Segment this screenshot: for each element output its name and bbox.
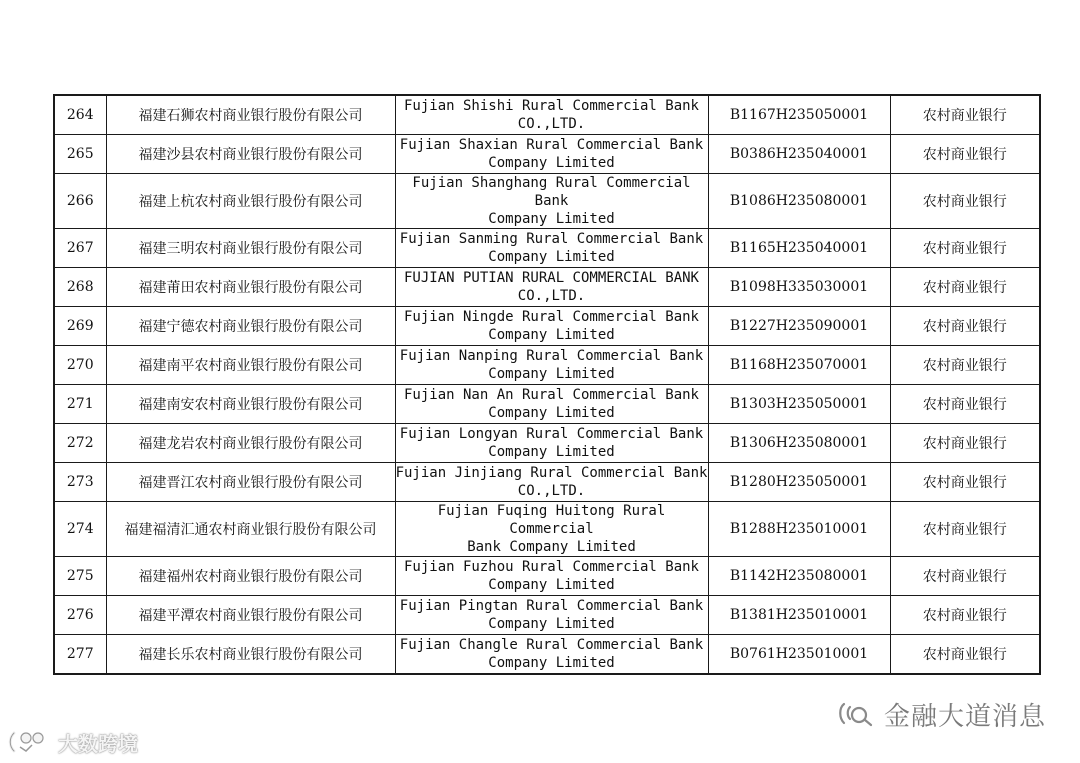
- table-row: [54, 174, 1040, 229]
- row-number: 271: [54, 385, 106, 424]
- table-row: [54, 346, 1040, 385]
- row-number: 277: [54, 635, 106, 675]
- institution-code: B1168H235070001: [708, 346, 890, 385]
- bank-chinese-name: 福建莆田农村商业银行股份有限公司: [106, 268, 395, 307]
- bank-chinese-name: 福建晋江农村商业银行股份有限公司: [106, 463, 395, 502]
- table-row: [54, 307, 1040, 346]
- english-name-line-1: Fujian Pingtan Rural Commercial Bank: [399, 598, 704, 614]
- institution-code: B1306H235080001: [708, 424, 890, 463]
- row-number: 264: [54, 95, 106, 135]
- wechat-official-account-icon: [836, 699, 876, 729]
- bank-english-name: [395, 557, 708, 596]
- bank-english-name: [395, 307, 708, 346]
- institution-type: 农村商业银行: [890, 596, 1040, 635]
- row-number: 270: [54, 346, 106, 385]
- english-name-line-1: Fujian Sanming Rural Commercial Bank: [399, 231, 704, 247]
- row-number: 269: [54, 307, 106, 346]
- institution-type: 农村商业银行: [890, 463, 1040, 502]
- institution-type: 农村商业银行: [890, 502, 1040, 557]
- bank-english-name: [395, 635, 708, 675]
- english-name-line-2: Company Limited: [488, 616, 615, 632]
- bank-chinese-name: 福建龙岩农村商业银行股份有限公司: [106, 424, 395, 463]
- english-name-line-2: Company Limited: [488, 155, 615, 171]
- institution-code: B0761H235010001: [708, 635, 890, 675]
- bank-chinese-name: 福建上杭农村商业银行股份有限公司: [106, 174, 395, 229]
- english-name-line-1: Fujian Ningde Rural Commercial Bank: [403, 309, 699, 325]
- table-row: [54, 502, 1040, 557]
- institution-code: B1167H235050001: [708, 95, 890, 135]
- watermark-brand: [8, 727, 138, 757]
- bank-chinese-name: 福建福州农村商业银行股份有限公司: [106, 557, 395, 596]
- watermark-right-text: 金融大道消息: [884, 701, 1047, 732]
- english-name-line-2: CO.,LTD.: [517, 288, 586, 304]
- bank-english-name: [395, 463, 708, 502]
- row-number: 265: [54, 135, 106, 174]
- institution-type: 农村商业银行: [890, 557, 1040, 596]
- institution-code: B1280H235050001: [708, 463, 890, 502]
- english-name-line-2: CO.,LTD.: [517, 116, 586, 132]
- english-name-line-2: Company Limited: [488, 405, 615, 421]
- table-row: [54, 424, 1040, 463]
- row-number: 276: [54, 596, 106, 635]
- bank-english-name: [395, 174, 708, 229]
- institution-code: B1098H335030001: [708, 268, 890, 307]
- bank-list-table: [53, 94, 1041, 675]
- row-number: 272: [54, 424, 106, 463]
- english-name-line-1: Fujian Shaxian Rural Commercial Bank: [399, 137, 704, 153]
- english-name-line-1: Fujian Shishi Rural Commercial Bank: [403, 98, 699, 114]
- english-name-line-2: Company Limited: [488, 655, 615, 671]
- english-name-line-1: Fujian Shanghang Rural Commercial Bank: [412, 175, 691, 209]
- table-row: [54, 463, 1040, 502]
- english-name-line-1: Fujian Fuzhou Rural Commercial Bank: [403, 559, 699, 575]
- table-row: [54, 268, 1040, 307]
- english-name-line-2: CO.,LTD.: [517, 483, 586, 499]
- institution-type: 农村商业银行: [890, 135, 1040, 174]
- english-name-line-2: Company Limited: [488, 366, 615, 382]
- institution-code: B1227H235090001: [708, 307, 890, 346]
- institution-code: B0386H235040001: [708, 135, 890, 174]
- bank-chinese-name: 福建福清汇通农村商业银行股份有限公司: [106, 502, 395, 557]
- english-name-line-2: Bank Company Limited: [467, 539, 636, 555]
- bank-english-name: [395, 268, 708, 307]
- bank-english-name: [395, 135, 708, 174]
- english-name-line-2: Company Limited: [488, 249, 615, 265]
- watermark-wechat-account: [836, 696, 1046, 732]
- table-row: [54, 385, 1040, 424]
- english-name-line-2: Company Limited: [488, 211, 615, 227]
- english-name-line-1: Fujian Longyan Rural Commercial Bank: [399, 426, 704, 442]
- brand-logo-icon: [8, 729, 52, 755]
- institution-type: 农村商业银行: [890, 424, 1040, 463]
- english-name-line-1: Fujian Nan An Rural Commercial Bank: [403, 387, 699, 403]
- bank-english-name: [395, 596, 708, 635]
- bank-chinese-name: 福建三明农村商业银行股份有限公司: [106, 229, 395, 268]
- institution-type: 农村商业银行: [890, 174, 1040, 229]
- institution-type: 农村商业银行: [890, 95, 1040, 135]
- bank-english-name: [395, 346, 708, 385]
- institution-code: B1288H235010001: [708, 502, 890, 557]
- bank-chinese-name: 福建南平农村商业银行股份有限公司: [106, 346, 395, 385]
- bank-chinese-name: 福建宁德农村商业银行股份有限公司: [106, 307, 395, 346]
- bank-english-name: [395, 502, 708, 557]
- bank-chinese-name: 福建南安农村商业银行股份有限公司: [106, 385, 395, 424]
- institution-code: B1165H235040001: [708, 229, 890, 268]
- row-number: 275: [54, 557, 106, 596]
- english-name-line-2: Company Limited: [488, 327, 615, 343]
- english-name-line-1: Fujian Nanping Rural Commercial Bank: [399, 348, 704, 364]
- english-name-line-1: Fujian Fuqing Huitong Rural Commercial: [437, 503, 666, 537]
- english-name-line-1: Fujian Changle Rural Commercial Bank: [399, 637, 704, 653]
- bank-english-name: [395, 385, 708, 424]
- english-name-line-1: Fujian Jinjiang Rural Commercial Bank: [395, 465, 708, 481]
- bank-chinese-name: 福建长乐农村商业银行股份有限公司: [106, 635, 395, 675]
- institution-type: 农村商业银行: [890, 635, 1040, 675]
- bank-english-name: [395, 95, 708, 135]
- row-number: 273: [54, 463, 106, 502]
- table-row: [54, 95, 1040, 135]
- watermark-left-text: 大数跨境: [58, 731, 138, 756]
- table-row: [54, 229, 1040, 268]
- bank-chinese-name: 福建沙县农村商业银行股份有限公司: [106, 135, 395, 174]
- row-number: 266: [54, 174, 106, 229]
- table-row: [54, 135, 1040, 174]
- table-row: [54, 557, 1040, 596]
- institution-type: 农村商业银行: [890, 268, 1040, 307]
- table-row: [54, 635, 1040, 675]
- bank-chinese-name: 福建平潭农村商业银行股份有限公司: [106, 596, 395, 635]
- institution-code: B1142H235080001: [708, 557, 890, 596]
- institution-type: 农村商业银行: [890, 307, 1040, 346]
- row-number: 274: [54, 502, 106, 557]
- bank-chinese-name: 福建石狮农村商业银行股份有限公司: [106, 95, 395, 135]
- english-name-line-1: FUJIAN PUTIAN RURAL COMMERCIAL BANK: [403, 270, 699, 286]
- english-name-line-2: Company Limited: [488, 577, 615, 593]
- institution-type: 农村商业银行: [890, 229, 1040, 268]
- bank-english-name: [395, 424, 708, 463]
- row-number: 268: [54, 268, 106, 307]
- table-row: [54, 596, 1040, 635]
- institution-code: B1086H235080001: [708, 174, 890, 229]
- row-number: 267: [54, 229, 106, 268]
- institution-type: 农村商业银行: [890, 346, 1040, 385]
- english-name-line-2: Company Limited: [488, 444, 615, 460]
- bank-english-name: [395, 229, 708, 268]
- table-body: [54, 95, 1040, 674]
- institution-code: B1303H235050001: [708, 385, 890, 424]
- institution-code: B1381H235010001: [708, 596, 890, 635]
- institution-type: 农村商业银行: [890, 385, 1040, 424]
